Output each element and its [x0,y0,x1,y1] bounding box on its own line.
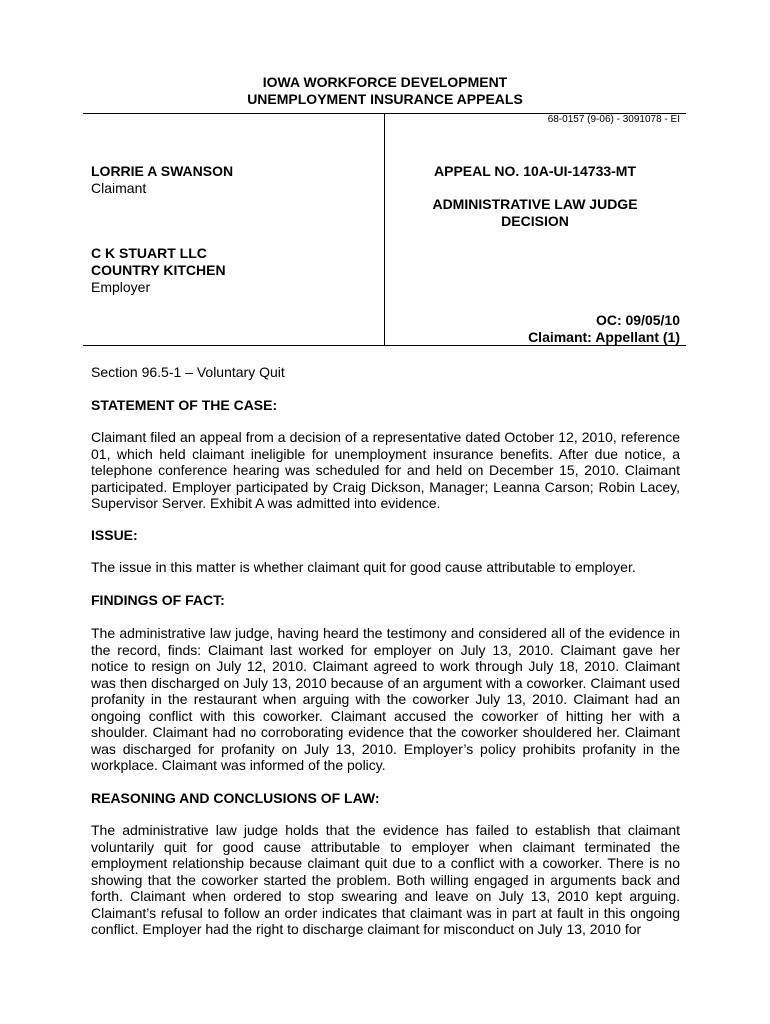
decision-title-line-2: DECISION [501,213,569,229]
employer-name: C K STUART LLC [91,245,207,261]
employer-dba: COUNTRY KITCHEN [91,262,226,278]
claimant-role: Claimant [91,180,147,196]
appeal-number: APPEAL NO. 10A-UI-14733-MT [434,163,637,179]
decision-title-line-1: ADMINISTRATIVE LAW JUDGE [432,196,638,212]
statement-paragraph: Claimant filed an appeal from a decision of a representative dated October 12, 2010, reference 01, which held claimant ineligible for unemployment insurance benefits. After due notice, a telephone conference hearing was scheduled for and held on December 15, 2010. Claimant participated. Employer participated by Craig Dickson, Manager; Leanna Carson; Robin Lacey, Supervisor Server. Exhibit A was admitted into evidence. [91,429,680,511]
oc-date: OC: 09/05/10 [595,312,680,328]
section-reference: Section 96.5-1 – Voluntary Quit [91,364,285,380]
claimant-name: LORRIE A SWANSON [91,163,234,179]
reasoning-heading: REASONING AND CONCLUSIONS OF LAW: [91,790,380,806]
employer-role: Employer [91,279,151,295]
column-divider [384,114,385,345]
findings-paragraph: The administrative law judge, having heard the testimony and considered all of the evidence in the record, finds: Claimant last worked for employer on July 13, 2010. Claimant gave her notice to resign on July 12, 2010. Claimant agreed to work through July 18, 2010. Claimant was then discharged on July 13, 2010 because of an argument with a coworker. Claimant used profanity in the restaurant when arguing with the coworker July 13, 2010. Claimant had an ongoing conflict with this coworker. Claimant accused the coworker of hitting her with a shoulder. Claimant had no corroborating evidence that the coworker shouldered her. Claimant was discharged for profanity on July 13, 2010. Employer’s policy prohibits profanity in the workplace. Claimant was informed of the policy. [91,625,680,773]
claimant-status: Claimant: Appellant (1) [528,329,680,345]
statement-heading: STATEMENT OF THE CASE: [91,397,278,413]
division-title: UNEMPLOYMENT INSURANCE APPEALS [247,91,523,107]
issue-paragraph: The issue in this matter is whether claimant quit for good cause attributable to employer. [91,559,636,575]
form-number: 68-0157 (9-06) - 3091078 - EI [547,114,680,125]
reasoning-paragraph: The administrative law judge holds that the evidence has failed to establish that claimant voluntarily quit for good cause attributable to employer when claimant terminated the employment relationship because claimant quit due to a conflict with a coworker. There is no showing that the coworker started the problem. Both willing engaged in arguments back and forth. Claimant when ordered to stop swearing and leave on July 13, 2010 kept arguing. Claimant’s refusal to follow an order indicates that claimant was in part at fault in this ongoing conflict. Employer had the right to discharge claimant for misconduct on July 13, 2010 for [91,822,680,937]
issue-heading: ISSUE: [91,527,138,543]
findings-heading: FINDINGS OF FACT: [91,592,225,608]
agency-title: IOWA WORKFORCE DEVELOPMENT [262,74,508,90]
